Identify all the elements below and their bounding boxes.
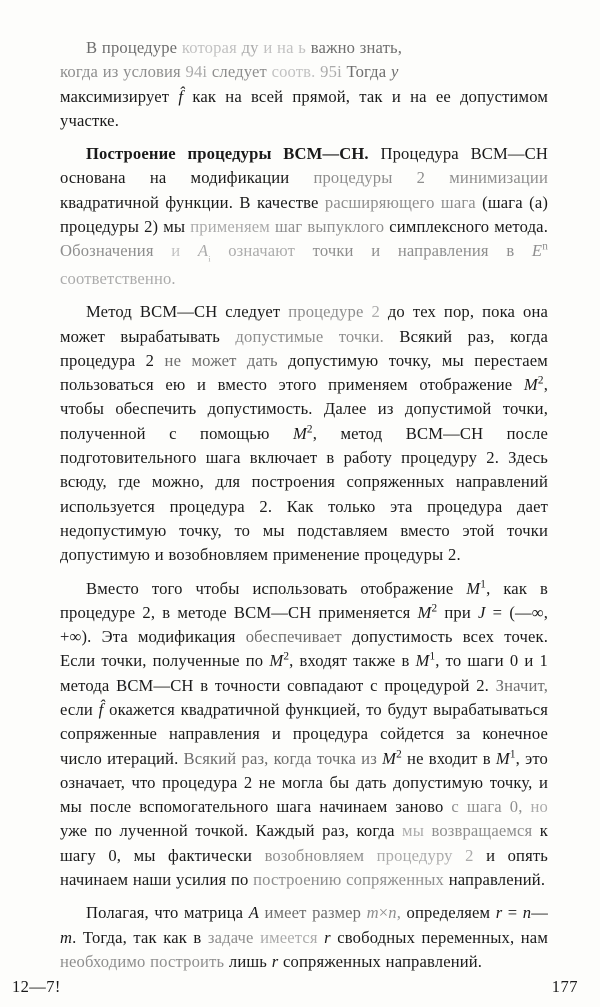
paragraph-1: В процедуре которая ду и на ь важно знать, когда из условия 94і следует соотв. 95і Тогда y максимизирует f̂ как на всей прямой, так и на ее допустимом участке. (60, 38, 548, 130)
page-text-body (60, 36, 548, 974)
paragraph-3: Метод ВСМ—СН следует процедуре 2 до тех пор, пока она может вырабатывать допустимые точки. Всякий раз, когда процедура 2 не может дать допустимую точку, мы перестаем пользоваться ею и вместо этого применяем отображение $M^2$, чтобы обеспечить допустимость. Далее из допустимой точки, полученной с помощью $M^2$, метод ВСМ—СН после подготовительного шага включает в работу процедуру 2. Здесь всюду, где можно, для построения сопряженных направлений используется процедура 2. Как только эта процедура дает недопустимую точку, то мы подставляем вместо этой точки допустимую и возобновляем применение процедуры 2. (60, 302, 548, 565)
section-heading-inline: Построение процедуры ВСМ—СН. (86, 144, 369, 164)
paragraph-5: Полагая, что матрица A имеет размер m×n, определяем r = n—m. Тогда, так как в задаче имеется r свободных переменных, нам необходимо построить лишь r сопряженных направлений. (60, 903, 548, 971)
paragraph-2: Построение процедуры ВСМ—СН. Процедура ВСМ—СН основана на модификации процедуры 2 минимизации квадратичной функции. В качестве расширяющего шага (шага (а) процедуры 2) мы применяем шаг выпуклого симплексного метода. Обозначения и $A_ᵢ$ означают точки и направления в $E^n$ соответственно. (60, 144, 549, 288)
page-number: 177 (551, 977, 578, 996)
signature-mark: 12—7! (12, 977, 61, 996)
page-footer (12, 977, 578, 997)
paragraph-4: Вместо того чтобы использовать отображение $M^1$, как в процедуре 2, в методе ВСМ—СН применяется $M^2$ при J = (—∞, +∞). Эта модификация обеспечивает допустимость всех точек. Если точки, полученные по $M^2$, входят также в $M^1$, то шаги 0 и 1 метода ВСМ—СН в точности совпадают с процедурой 2. Значит, если f̂ окажется квадратичной функцией, то будут вырабатываться сопряженные направления и процедура сойдется за конечное число итераций. Всякий раз, когда точка из $M^2$ не входит в $M^1$, это означает, что процедура 2 не могла бы дать допустимую точку, и мы после вспомогательного шага начинаем заново с шага 0, но уже по лученной точкой. Каждый раз, когда мы возвращаемся к шагу 0, мы фактически возобновляем процедуру 2 и опять начинаем наши усилия по построению сопряженных направлений. (60, 577, 549, 890)
